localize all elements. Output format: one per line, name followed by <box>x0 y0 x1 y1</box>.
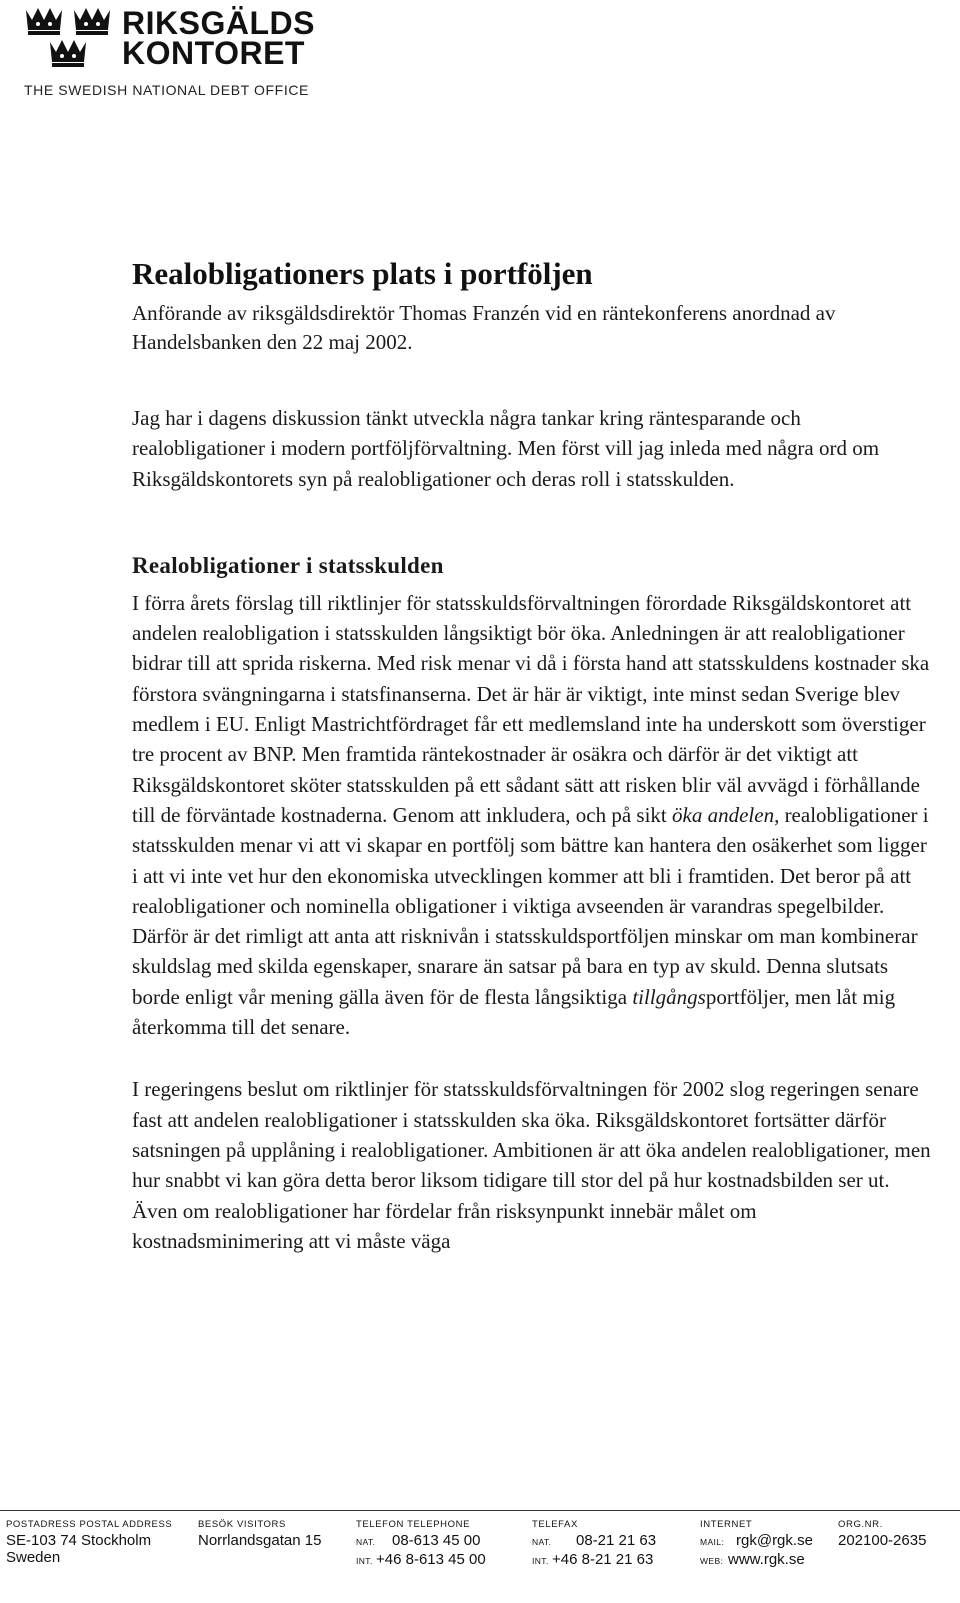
fax-label: TELEFAX <box>532 1519 578 1530</box>
phone-nat-prefix: NAT. <box>356 1537 376 1547</box>
section-paragraph-2: I regeringens beslut om riktlinjer för statsskuldsförvaltningen för 2002 slog regeringen senare fast att andelen realobligationer i statsskulden ska öka. Riksgäldskontoret fortsätter därför satsningen på upplåning i realobligationer. Ambitionen är att öka andelen realobligationer, men hur snabbt vi kan göra detta beror liksom tidigare till stor del på hur kostnadsbilden ser ut. Även om realobligationer har fördelar från risksynpunkt innebär målet om kostnadsminimering att vi måste väga <box>132 1077 931 1253</box>
mail-prefix: MAIL: <box>700 1537 725 1547</box>
phone-nat <box>356 1532 486 1551</box>
visit-label: BESÖK VISITORS <box>198 1519 286 1530</box>
visit-address: Norrlandsgatan 15 <box>198 1532 322 1549</box>
logo-name-line1: RIKSGÄLDS <box>122 5 315 41</box>
footer-fax <box>532 1518 656 1570</box>
phone-int-prefix: INT. <box>356 1556 373 1566</box>
phone-int-number: +46 8-613 45 00 <box>376 1551 486 1568</box>
footer-postal <box>6 1518 172 1566</box>
footer-visit <box>198 1518 321 1549</box>
document-subtitle: Anförande av riksgäldsdirektör Thomas Franzén vid en räntekonferens anordnad av Handelsbanken den 22 maj 2002. <box>132 301 836 354</box>
section-heading: Realobligationer i statsskulden <box>132 552 444 578</box>
fax-int <box>532 1551 656 1570</box>
footer <box>0 1518 960 1598</box>
footer-org <box>838 1518 926 1549</box>
footer-divider <box>0 1510 960 1511</box>
web-prefix: WEB: <box>700 1556 724 1566</box>
internet-label: INTERNET <box>700 1519 753 1530</box>
section-paragraph-1 <box>132 588 932 1042</box>
fax-nat <box>532 1532 656 1551</box>
phone-label: TELEFON TELEPHONE <box>356 1519 471 1530</box>
postal-line1: SE-103 74 Stockholm <box>6 1532 152 1549</box>
fax-int-prefix: INT. <box>532 1556 549 1566</box>
logo-wordmark <box>122 5 315 71</box>
paragraph-text: , realobligationer i statsskulden menar vi att vi skapar en portfölj som bättre kan hantera den osäkerhet som ligger i att vi inte vet hur den ekonomiska utvecklingen kommer att bli i framtiden. Det beror på att realobligationer och nominella obligationer i viktiga avseenden är varandras spegelbilder. Därför är det rimligt att anta att risknivån i statsskuldsportföljen minskar om man kombinerar skuldslag med skilda egenskaper, snarare än satsar på bara en typ av skuld. Denna slutsats borde enligt vår mening gälla även för de flesta långsiktiga <box>132 802 929 1009</box>
paragraph-text: portföljer, men låt mig återkomma till det senare. <box>132 984 896 1040</box>
fax-int-number: +46 8-21 21 63 <box>552 1551 654 1568</box>
intro-paragraph: Jag har i dagens diskussion tänkt utveckla några tankar kring räntesparande och realobligationer i modern portföljförvaltning. Men först vill jag inleda med några ord om Riksgäldskontorets syn på realobligationer och deras roll i statsskulden. <box>132 406 880 491</box>
web-address[interactable]: www.rgk.se <box>728 1551 805 1568</box>
postal-label: POSTADRESS POSTAL ADDRESS <box>6 1519 173 1530</box>
emphasis-text: öka andelen <box>672 802 775 827</box>
phone-int <box>356 1551 486 1570</box>
emphasis-text: tillgångs <box>632 984 706 1009</box>
logo-subtitle: THE SWEDISH NATIONAL DEBT OFFICE <box>24 82 309 98</box>
document-body <box>132 255 932 1256</box>
logo-name-line2: KONTORET <box>122 35 305 71</box>
footer-mail <box>700 1532 813 1551</box>
mail-address[interactable]: rgk@rgk.se <box>736 1532 813 1549</box>
phone-nat-number: 08-613 45 00 <box>392 1532 481 1549</box>
footer-phone <box>356 1518 486 1570</box>
paragraph-text: I förra årets förslag till riktlinjer för statsskuldsförvaltningen förordade Riksgäldskontoret att andelen realobligation i statsskulden långsiktigt bör öka. Anledningen är att realobligationer bidrar till att sprida riskerna. Med risk menar vi då i första hand att statsskuldens kostnader ska förstora svängningarna i statsfinanserna. Det är här är viktigt, inte minst sedan Sverige blev medlem i EU. Enligt Mastrichtfördraget får ett medlemsland inte ha underskott som överstiger tre procent av BNP. Men framtida räntekostnader är osäkra och därför är det viktigt att Riksgäldskontoret sköter statsskulden på ett sådant sätt att risken blir väl avvägd i förhållande till de förväntade kostnaderna. Genom att inkludera, och på sikt <box>132 590 930 827</box>
footer-internet <box>700 1518 813 1570</box>
logo <box>24 6 344 96</box>
document-title: Realobligationers plats i portföljen <box>132 256 593 291</box>
three-crowns-icon <box>24 6 116 72</box>
fax-nat-number: 08-21 21 63 <box>576 1532 657 1549</box>
org-label: ORG.NR. <box>838 1519 883 1530</box>
footer-web <box>700 1551 813 1570</box>
postal-line2: Sweden <box>6 1549 61 1566</box>
fax-nat-prefix: NAT. <box>532 1537 552 1547</box>
org-number: 202100-2635 <box>838 1532 927 1549</box>
